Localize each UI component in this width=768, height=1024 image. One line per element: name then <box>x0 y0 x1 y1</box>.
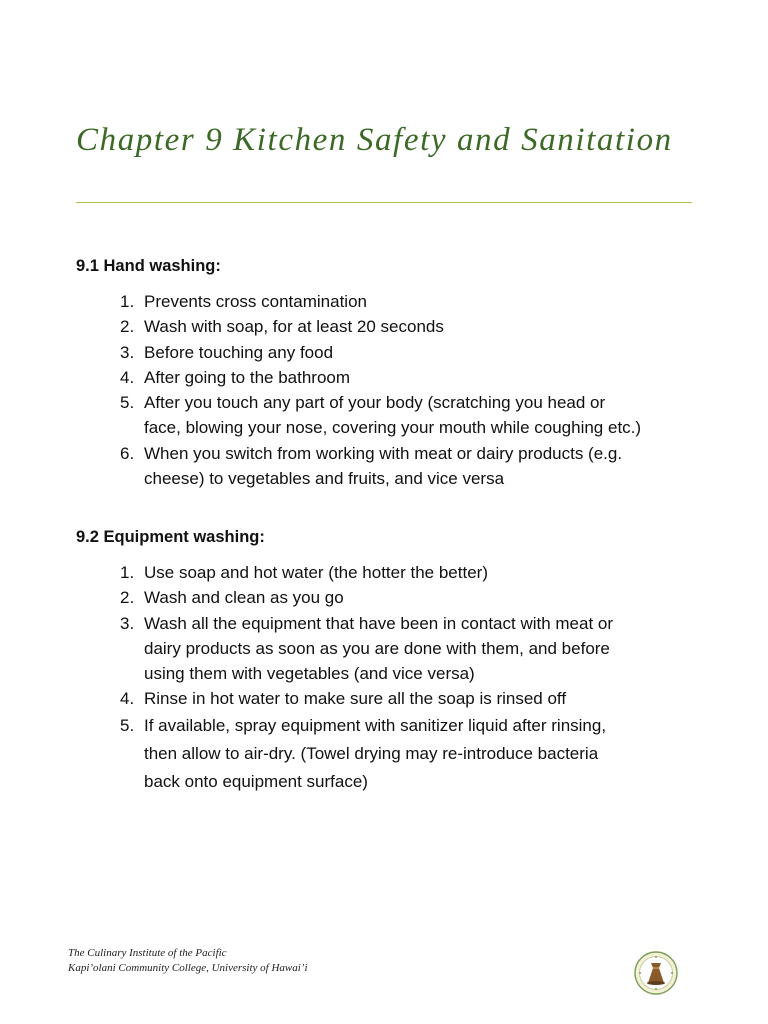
footer-college: Kapi’olani Community College, University of Hawai’i <box>68 962 308 974</box>
list-item: 4. After going to the bathroom <box>120 367 351 387</box>
page-footer <box>68 946 308 976</box>
list-item: 5. If available, spray equipment with sanitizer liquid after rinsing, then allow to air-dry. (Towel drying may re-introduce bacteria back onto equipment surface) <box>120 715 607 791</box>
section-heading: 9.1 Hand washing: <box>76 257 221 275</box>
title-divider <box>76 202 692 203</box>
list-item: 1. Use soap and hot water (the hotter the better) <box>120 563 488 582</box>
list-item: 4. Rinse in hot water to make sure all the soap is rinsed off <box>120 689 567 709</box>
list-item: 5. After you touch any part of your body (scratching you head or face, blowing your nose, covering your mouth while coughing etc.) <box>120 393 642 438</box>
footer-institute: The Culinary Institute of the Pacific <box>68 947 227 959</box>
section-heading: 9.2 Equipment washing: <box>76 528 265 546</box>
section-hand-washing <box>76 255 716 491</box>
list-item: 3. Wash all the equipment that have been in contact with meat or dairy products as soon as you are done with them, and before using them with vegetables (and vice versa) <box>120 613 614 684</box>
section-equipment-washing <box>76 526 716 796</box>
list-item: 2. Wash and clean as you go <box>120 588 344 608</box>
hand-washing-list <box>76 289 716 491</box>
list-item: 6. When you switch from working with meat or dairy products (e.g. cheese) to vegetables and fruits, and vice versa <box>120 443 623 489</box>
college-seal-icon <box>634 951 678 995</box>
equipment-washing-list <box>76 560 716 796</box>
list-item: 1. Prevents cross contamination <box>120 292 367 311</box>
page-title: Chapter 9 Kitchen Safety and Sanitation <box>76 122 673 158</box>
list-item: 3. Before touching any food <box>120 342 334 362</box>
list-item: 2. Wash with soap, for at least 20 seconds <box>120 317 444 337</box>
